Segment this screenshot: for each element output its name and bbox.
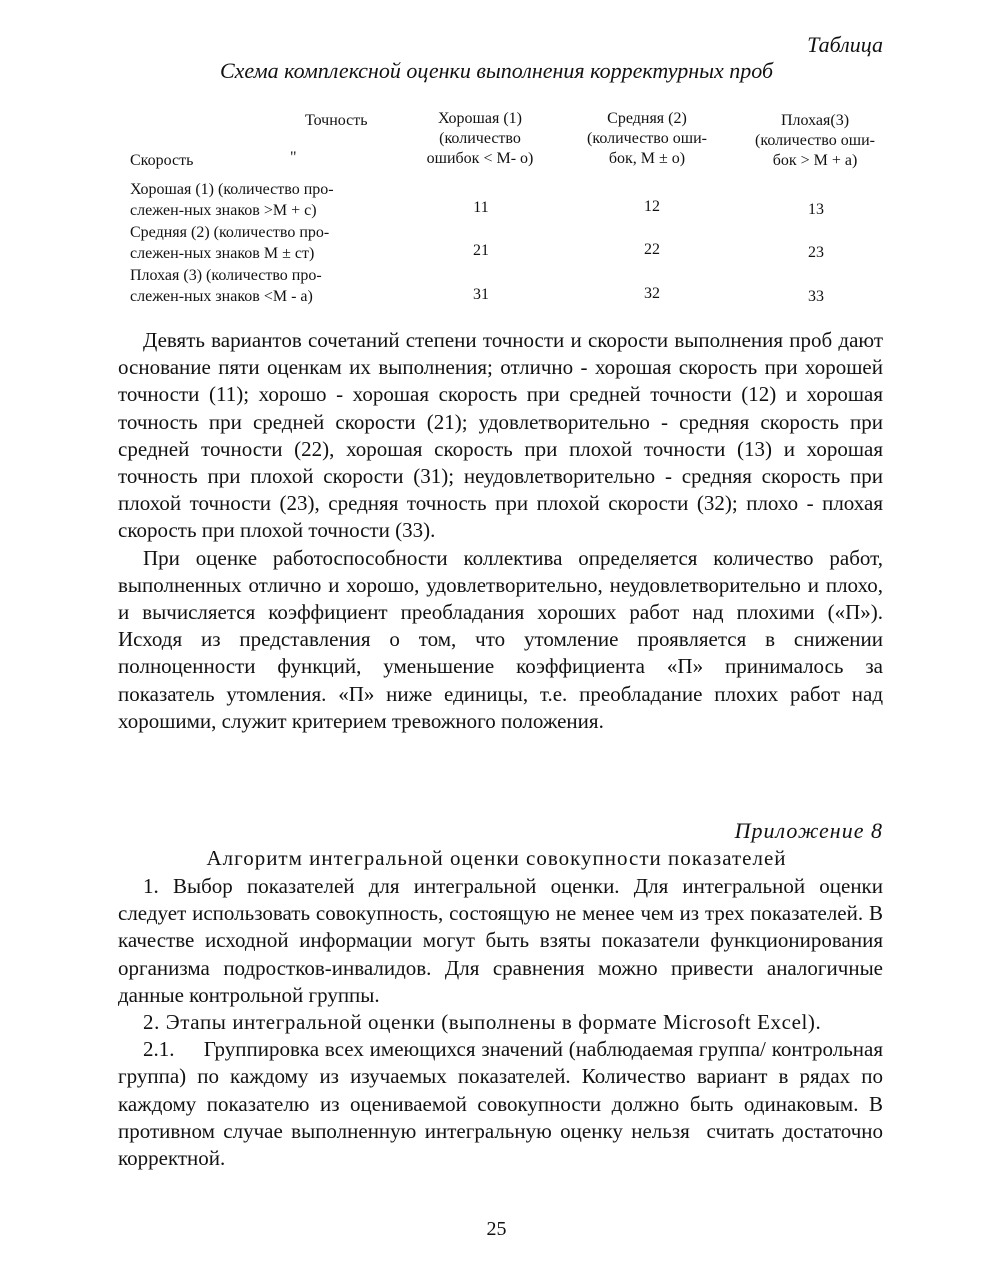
corner-accuracy-label: Точность <box>305 112 368 129</box>
corner-quote: " <box>290 149 297 166</box>
appendix-title: Алгоритм интегральной оценки совокупности показателей <box>206 846 787 870</box>
corner-speed-label: Скорость <box>130 152 194 169</box>
appendix-label: Приложение 8 <box>734 818 883 843</box>
cell-11: 11 <box>473 199 489 216</box>
cell-33: 33 <box>808 288 824 305</box>
row-label-medium <box>130 222 329 264</box>
paragraph-coefficient: При оценке работоспособности коллектива определяется количество работ, выполненных отлично и хорошо, удовлетворительно, неудовлетворительно и плохо, и вычисляется коэффициент преобладания хороших работ над плохими («П»). Исходя из представления о том, что утомление проявляется в снижении полноценности функций, уменьшение коэффициента «П» принималось за показатель утомления. «П» ниже единицы, т.е. преобладание плохих работ над хорошими, служит критерием тревожного положения. <box>118 545 883 733</box>
row-label-line: Средняя (2) (количество про- <box>130 224 330 241</box>
row-label-line: Плохая (3) (количество про- <box>130 267 322 284</box>
paragraph-variants: Девять вариантов сочетаний степени точности и скорости выполнения проб дают основание пяти оценкам их выполнения; отлично - хорошая скорость при хорошей точности (11); хорошо - хорошая скорость при средней точности (12) и хорошая точность при средней скорости (21); удовлетворительно - средняя скорость при средней точности (22), хорошая скорость при плохой точности (13) и хорошая точность при плохой скорости (31); неудовлетворительно - средняя скорость при плохой точности (23), средняя точность при плохой скорости (32); плохо - плохая скорость при плохой точности (33). <box>118 328 883 543</box>
paragraph-step-2-1: 2.1. Группировка всех имеющихся значений (наблюдаемая группа/ контрольная группа) по каждому из изучаемых показателей. Количество вариант в рядах по каждому показателю из оцениваемой совокупности должно быть одинаковым. В противном случае выполненную интегральную оценку нельзя считать достаточно корректной. <box>118 1037 889 1171</box>
column-header-line: Плохая(3) <box>780 112 850 129</box>
row-label-line: слежен-ных знаков <M - а) <box>130 288 313 305</box>
table-title: Схема комплексной оценки выполнения корректурных проб <box>219 58 774 83</box>
column-header-line: бок, M ± о) <box>608 150 686 167</box>
row-label-line: Хорошая (1) (количество про- <box>130 181 334 198</box>
column-header-good <box>395 109 565 169</box>
cell-32: 32 <box>644 285 660 302</box>
cell-23: 23 <box>808 244 824 261</box>
column-header-line: (количество оши- <box>755 132 875 149</box>
cell-12: 12 <box>644 198 660 215</box>
column-header-line: Хорошая (1) <box>438 110 522 127</box>
cell-22: 22 <box>644 241 660 258</box>
row-label-bad <box>130 265 322 307</box>
column-header-bad <box>730 111 900 171</box>
cell-13: 13 <box>808 201 824 218</box>
column-header-medium <box>562 109 732 169</box>
column-header-line: ошибок < M- о) <box>426 150 534 167</box>
cell-31: 31 <box>473 286 489 303</box>
paragraph-step-2: 2. Этапы интегральной оценки (выполнены в формате Microsoft Excel). <box>143 1010 822 1035</box>
row-label-good <box>130 179 334 221</box>
table-label: Таблица <box>807 32 883 57</box>
paragraph-step-1: 1. Выбор показателей для интегральной оценки. Для интегральной оценки следует использовать совокупность, состоящую не менее чем из трех показателей. В качестве исходной информации могут быть взяты показатели функционирования организма подростков-инвалидов. Для сравнения можно привести аналогичные данные контрольной группы. <box>118 874 883 1007</box>
row-label-line: слежен-ных знаков >M + с) <box>130 202 317 219</box>
page-number: 25 <box>486 1218 507 1240</box>
body-text-block-2 <box>118 873 889 1172</box>
column-header-line: (количество <box>439 130 521 147</box>
cell-21: 21 <box>473 242 489 259</box>
row-label-line: слежен-ных знаков M ± ст) <box>130 245 315 262</box>
column-header-line: Средняя (2) <box>607 110 687 127</box>
body-text-block-1 <box>118 327 883 735</box>
column-header-line: бок > M + а) <box>772 152 858 169</box>
column-header-line: (количество оши- <box>587 130 707 147</box>
